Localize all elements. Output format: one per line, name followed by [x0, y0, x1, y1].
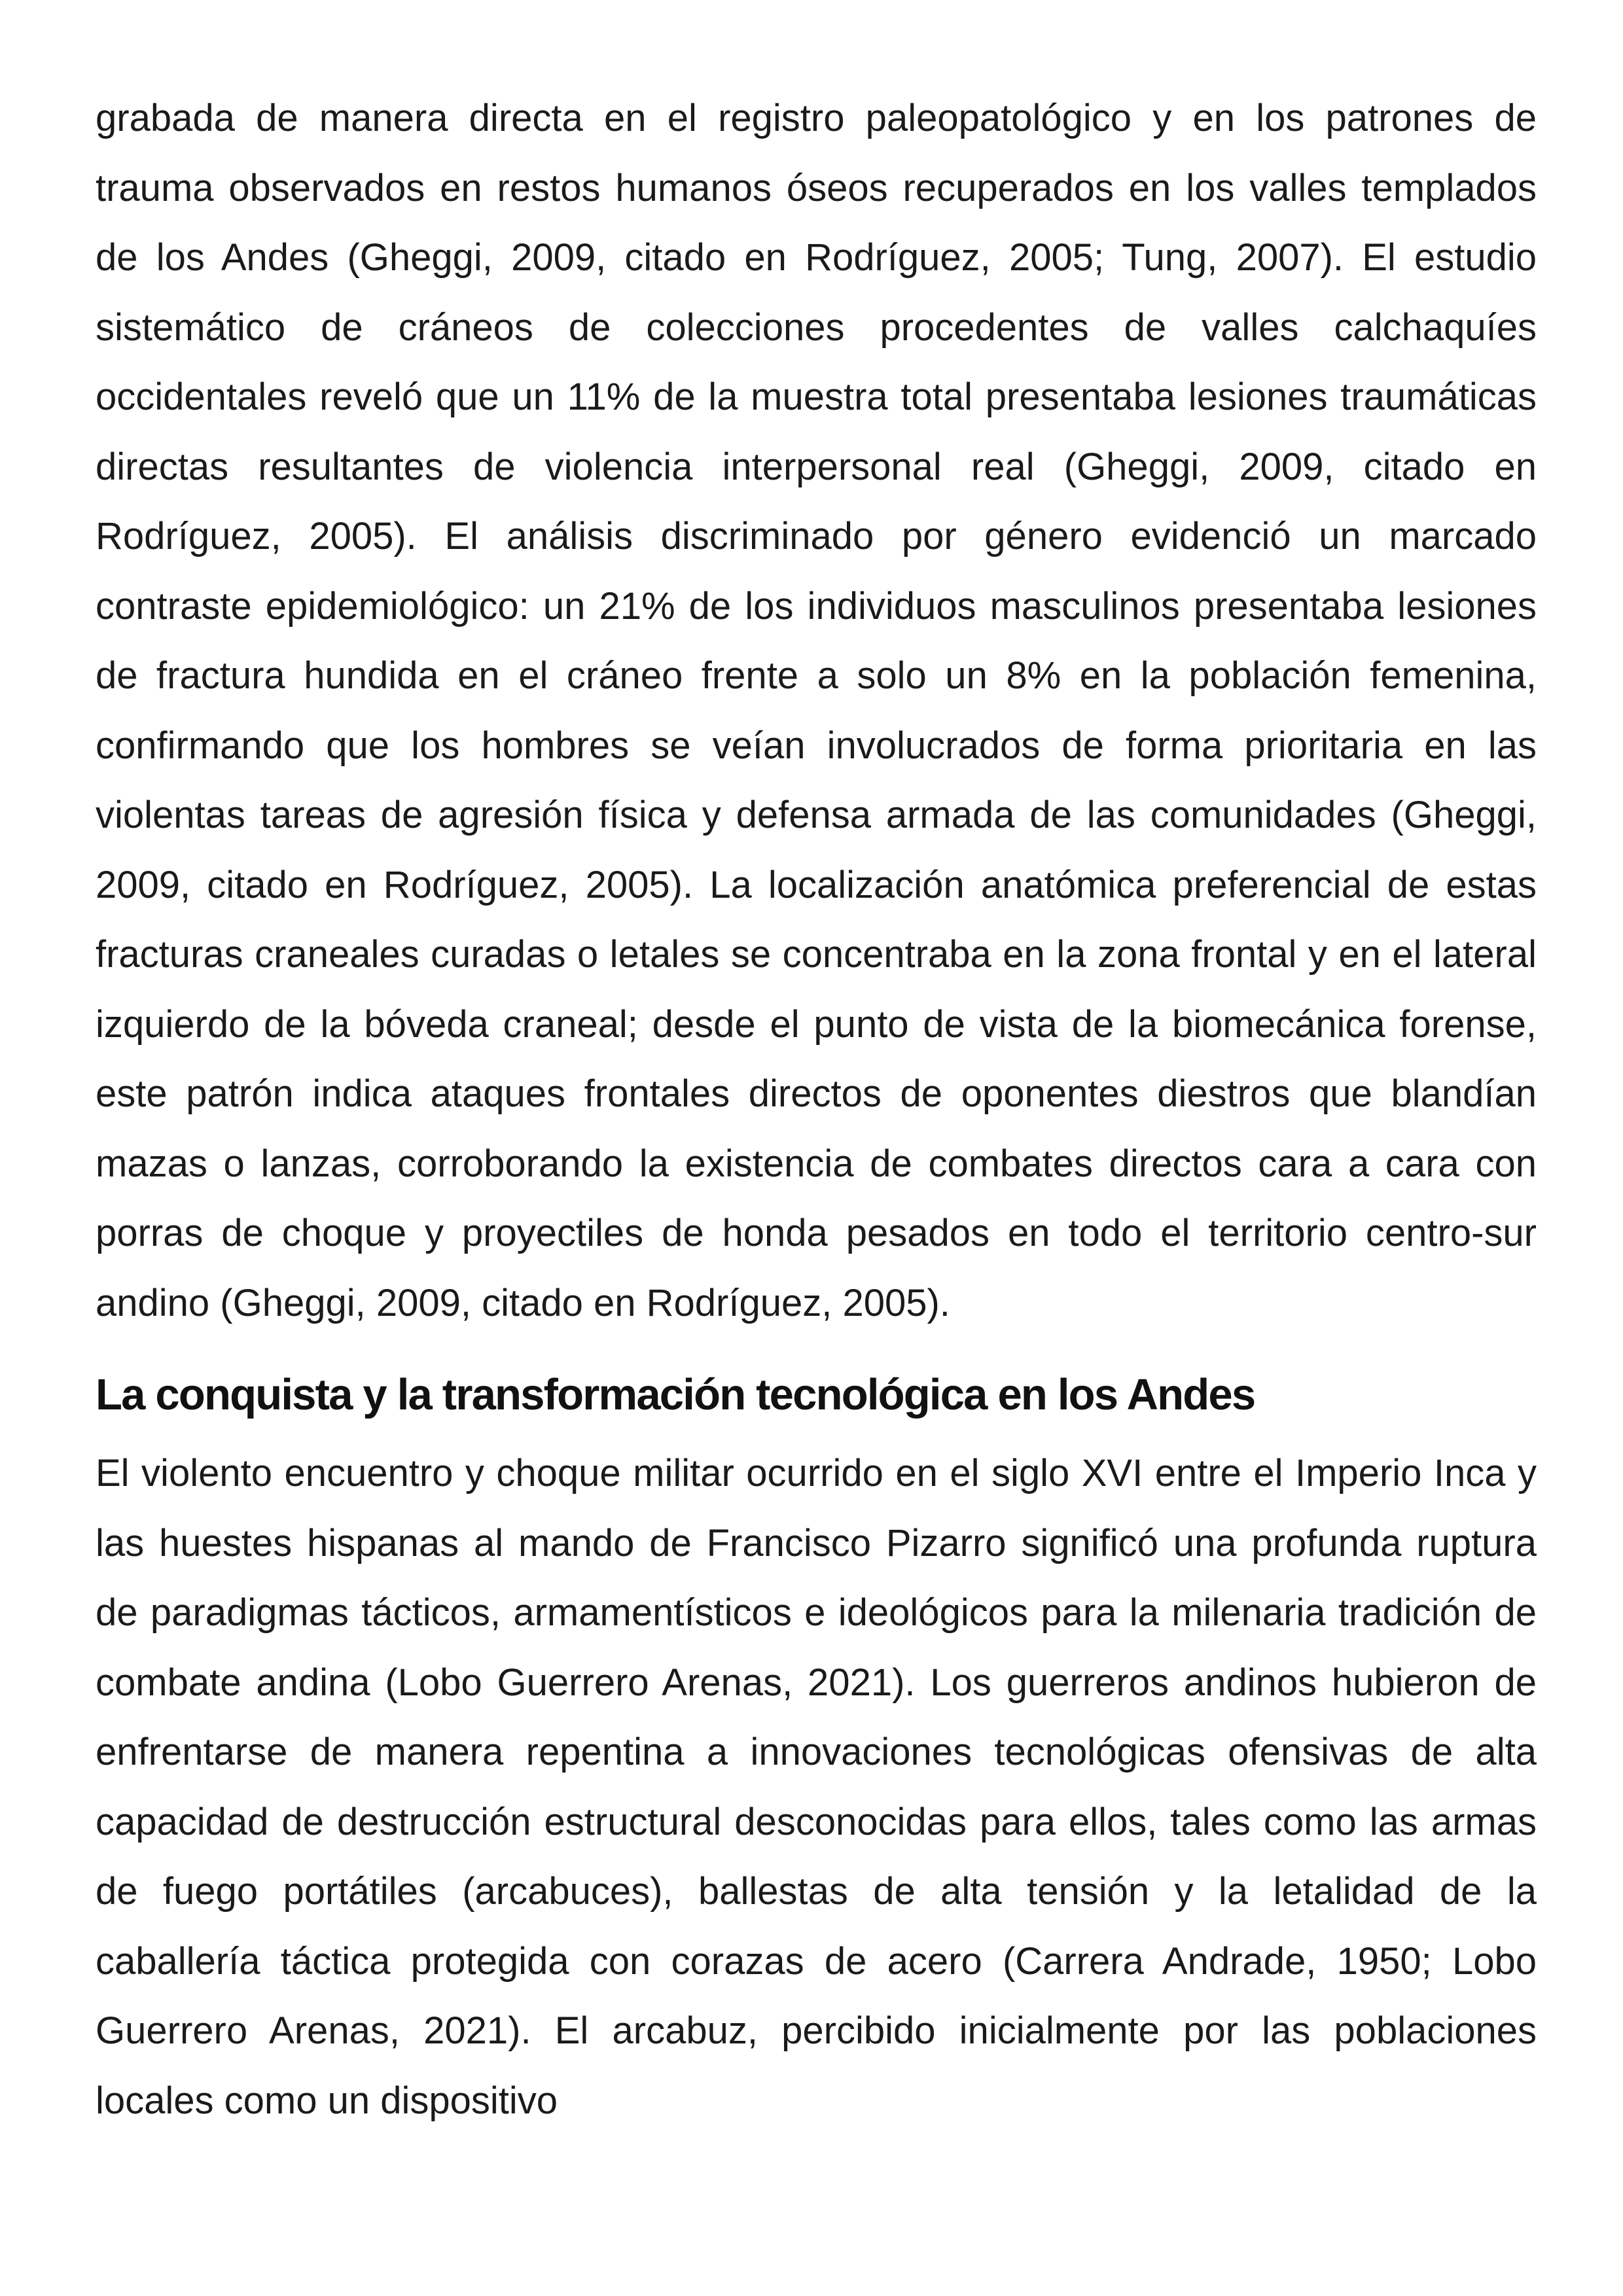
document-body [96, 84, 1537, 2136]
paragraph-conquest: El violento encuentro y choque militar ocurrido en el siglo XVI entre el Imperio Inca y las huestes hispanas al mando de Francisco Pizarro significó una profunda ruptura de paradigmas tácticos, armamentísticos e ideológicos para la milenaria tradición de combate andina (Lobo Guerrero Arenas, 2021). Los guerreros andinos hubieron de enfrentarse de manera repentina a innovaciones tecnológicas ofensivas de alta capacidad de destrucción estructural desconocidas para ellos, tales como las armas de fuego portátiles (arcabuces), ballestas de alta tensión y la letalidad de la caballería táctica protegida con corazas de acero (Carrera Andrade, 1950; Lobo Guerrero Arenas, 2021). El arcabuz, percibido inicialmente por las poblaciones locales como un dispositivo [96, 1452, 1537, 2122]
paragraph-paleopathology: grabada de manera directa en el registro paleopatológico y en los patrones de trauma observados en restos humanos óseos recuperados en los valles templados de los Andes (Gheggi, 2009, citado en Rodríguez, 2005; Tung, 2007). El estudio sistemático de cráneos de colecciones procedentes de valles calchaquíes occidentales reveló que un 11% de la muestra total presentaba lesiones traumáticas directas resultantes de violencia interpersonal real (Gheggi, 2009, citado en Rodríguez, 2005). El análisis discriminado por género evidenció un marcado contraste epidemiológico: un 21% de los individuos masculinos presentaba lesiones de fractura hundida en el cráneo frente a solo un 8% en la población femenina, confirmando que los hombres se veían involucrados de forma prioritaria en las violentas tareas de agresión física y defensa armada de las comunidades (Gheggi, 2009, citado en Rodríguez, 2005). La localización anatómica preferencial de estas fracturas craneales curadas o letales se concentraba en la zona frontal y en el lateral izquierdo de la bóveda craneal; desde el punto de vista de la biomecánica forense, este patrón indica ataques frontales directos de oponentes diestros que blandían mazas o lanzas, corroborando la existencia de combates directos cara a cara con porras de choque y proyectiles de honda pesados en todo el territorio centro-sur andino (Gheggi, 2009, citado en Rodríguez, 2005). [96, 97, 1537, 1324]
spacer [96, 1338, 1537, 1360]
spacer [96, 1430, 1537, 1439]
section-heading: La conquista y la transformación tecnológica en los Andes [96, 1370, 1255, 1419]
